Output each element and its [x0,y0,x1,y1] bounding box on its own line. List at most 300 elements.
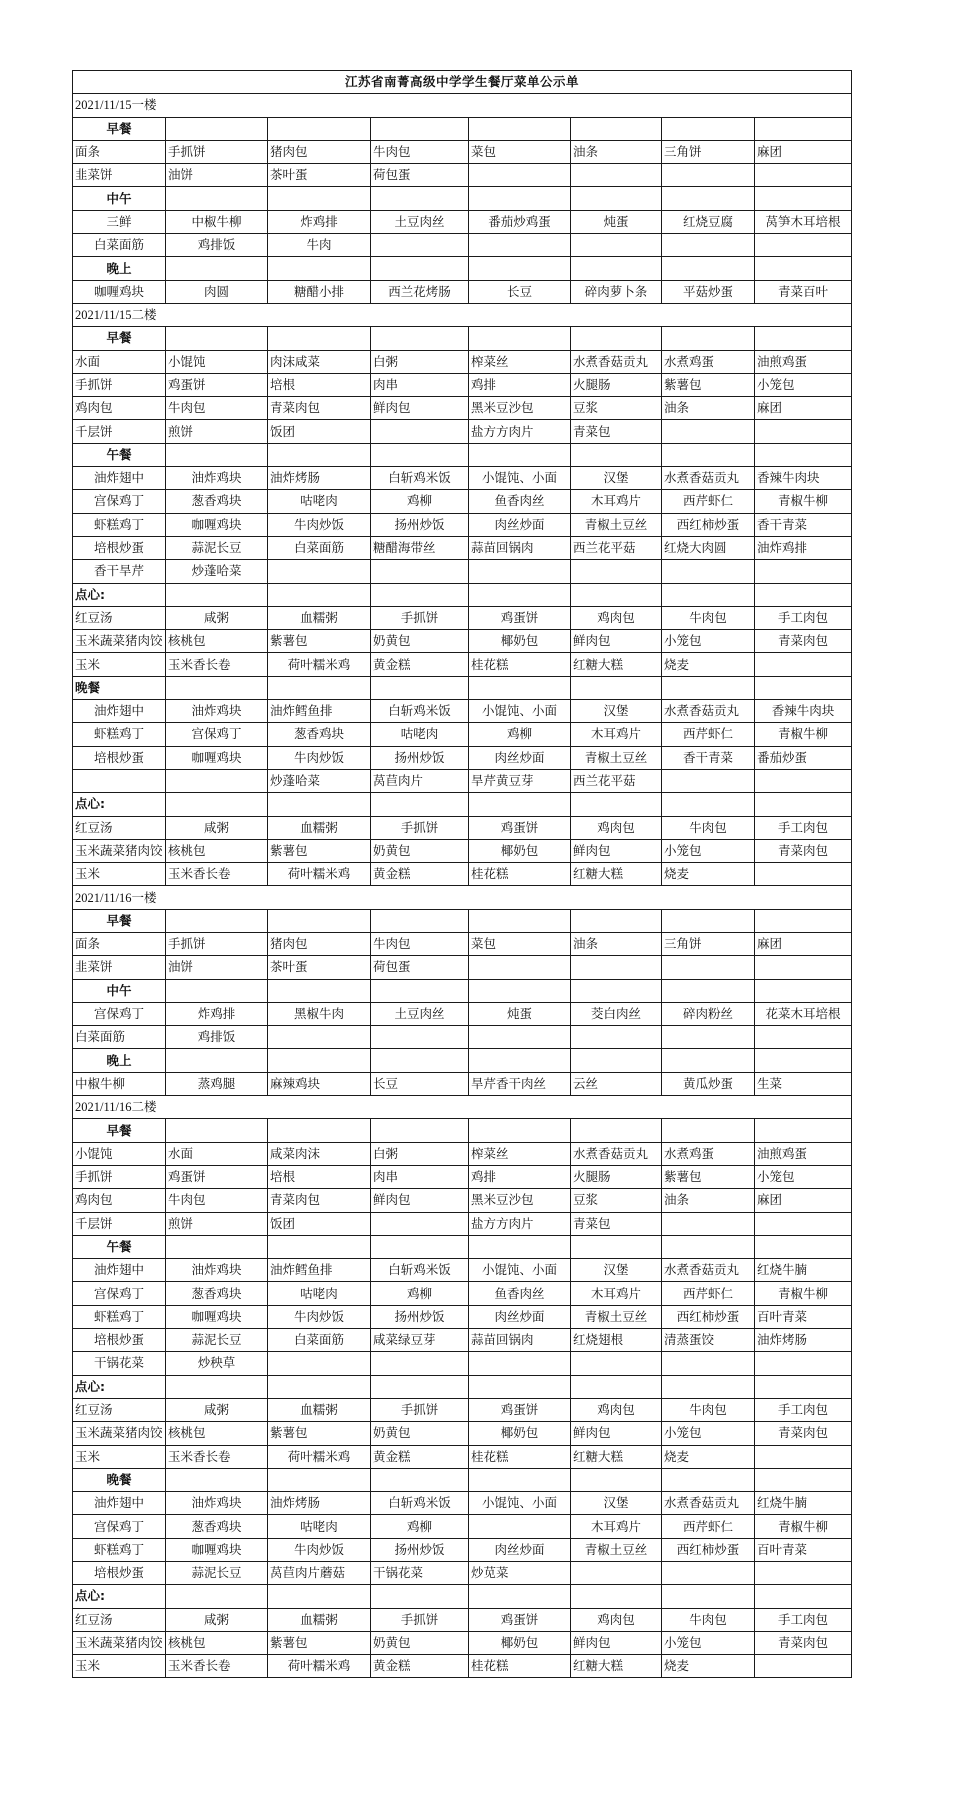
meal-label: 点心: [73,1585,166,1608]
menu-item-cell [571,420,662,443]
meal-header-row [73,979,852,1002]
menu-item-cell [469,653,571,676]
menu-item-cell [73,1515,166,1538]
menu-item-text: 手抓饼 [400,609,439,625]
menu-item-text: 手工肉包 [778,609,829,625]
menu-item-cell [571,630,662,653]
empty-cell [371,327,469,350]
menu-item-text: 烧麦 [664,866,690,882]
menu-item-text: 蒜泥长豆 [191,1332,242,1348]
menu-item-text: 血糯粥 [300,609,338,625]
empty-cell [371,1235,469,1258]
menu-item-cell [469,1538,571,1561]
menu-item-text: 小笼包 [664,1425,702,1441]
menu-item-text: 紫薯包 [664,377,702,392]
menu-item-cell [268,1631,371,1654]
menu-item-text: 水煮香菇贡丸 [573,1145,649,1161]
menu-item-text: 玉米香长卷 [168,656,231,672]
menu-items-row [73,1655,852,1678]
empty-cell [755,769,852,792]
empty-cell [371,187,469,210]
menu-item-cell [73,1259,166,1282]
empty-cell [755,1049,852,1072]
date-location-row [73,886,852,909]
menu-items-row [73,1212,852,1235]
menu-items-row [73,397,852,420]
menu-item-cell [73,467,166,490]
empty-cell [755,234,852,257]
menu-item-cell [166,210,268,233]
menu-item-cell [371,1562,469,1585]
meal-label: 午餐 [73,1235,166,1258]
menu-item-cell [469,863,571,886]
menu-item-text: 鲜肉包 [573,842,611,858]
menu-item-text: 手工肉包 [778,819,829,835]
menu-item-text: 鲜肉包 [373,1192,411,1208]
menu-items-row [73,630,852,653]
meal-label: 点心: [73,583,166,606]
menu-item-text: 咕咾肉 [300,493,338,509]
menu-item-cell [371,1072,469,1095]
menu-items-row [73,467,852,490]
menu-item-cell [166,1445,268,1468]
menu-item-text: 荷叶糯米鸡 [287,1658,351,1674]
empty-cell [571,560,662,583]
menu-items-row [73,723,852,746]
menu-item-text: 红烧豆腐 [682,213,733,229]
menu-item-cell [469,1492,571,1515]
menu-item-text: 扬州炒饭 [394,749,445,765]
menu-item-text: 鸡肉包 [597,1402,635,1418]
empty-cell [371,117,469,140]
meal-header-row [73,1049,852,1072]
menu-item-cell [469,373,571,396]
menu-item-cell [73,1492,166,1515]
empty-cell [268,117,371,140]
menu-item-cell [571,1212,662,1235]
menu-items-row [73,606,852,629]
meal-header-row [73,1468,852,1491]
menu-item-text: 小馄饨 [75,1145,113,1161]
menu-item-text: 宫保鸡丁 [191,726,242,742]
empty-cell [469,1585,571,1608]
menu-item-text: 肉丝炒面 [494,1308,545,1324]
menu-item-cell [469,1189,571,1212]
menu-item-text: 牛肉炒饭 [293,749,344,765]
menu-item-cell [662,1259,755,1282]
menu-item-text: 肉丝炒面 [494,516,545,532]
menu-item-text: 鱼香肉丝 [494,1285,545,1301]
menu-item-cell [469,1259,571,1282]
menu-item-cell [73,1631,166,1654]
menu-item-text: 鲜肉包 [573,633,611,649]
menu-item-text: 豆浆 [573,400,599,416]
meal-header-row [73,793,852,816]
menu-item-cell [571,723,662,746]
meal-header-row [73,1375,852,1398]
menu-item-text: 青菜包 [573,423,611,439]
empty-cell [571,117,662,140]
empty-cell [662,443,755,466]
empty-cell [662,164,755,187]
menu-item-cell [73,536,166,559]
menu-item-cell [371,723,469,746]
menu-item-cell [73,700,166,723]
menu-item-cell [268,1212,371,1235]
menu-item-text: 椰奶包 [500,633,539,649]
menu-item-text: 油条 [573,936,599,952]
empty-cell [166,1375,268,1398]
menu-item-cell [73,1282,166,1305]
menu-item-cell [268,1165,371,1188]
menu-item-text: 咕咾肉 [400,726,439,742]
menu-items-row [73,1398,852,1421]
empty-cell [268,1468,371,1491]
date-location-label: 2021/11/15二楼 [73,303,852,326]
menu-item-cell [371,1492,469,1515]
empty-cell [662,1468,755,1491]
menu-item-text: 荷包蛋 [373,167,411,183]
menu-item-text: 茶叶蛋 [270,167,308,183]
menu-item-text: 白斩鸡米饭 [388,1495,451,1511]
menu-item-cell [571,1422,662,1445]
menu-item-text: 血糯粥 [300,1611,338,1627]
menu-item-text: 核桃包 [168,1425,206,1441]
menu-items-row [73,1282,852,1305]
menu-items-row [73,1352,852,1375]
menu-items-row [73,746,852,769]
menu-item-cell [662,1305,755,1328]
menu-item-text: 玉米蔬菜猪肉饺 [75,1425,163,1441]
menu-item-cell [268,839,371,862]
menu-item-cell [73,1398,166,1421]
menu-item-cell [166,1002,268,1025]
menu-items-row [73,816,852,839]
menu-item-cell [166,1631,268,1654]
menu-item-text: 小笼包 [757,377,795,392]
menu-item-text: 宫保鸡丁 [93,1518,144,1534]
menu-item-text: 油炸鳕鱼排 [270,703,333,719]
menu-item-text: 麻团 [757,400,783,416]
menu-item-cell [73,606,166,629]
menu-item-text: 水煮鸡蛋 [664,1145,715,1161]
menu-item-cell [166,630,268,653]
menu-item-cell [469,1002,571,1025]
menu-item-text: 油条 [664,1192,690,1208]
menu-item-text: 番茄炒蛋 [757,749,808,765]
menu-item-cell [166,1189,268,1212]
menu-item-cell [268,1398,371,1421]
empty-cell [166,1468,268,1491]
menu-item-text: 鸡肉包 [75,1192,113,1208]
menu-item-text: 旱芹黄豆芽 [471,773,534,789]
menu-item-cell [268,769,371,792]
menu-item-cell [268,1305,371,1328]
menu-item-cell [268,490,371,513]
menu-item-cell [166,513,268,536]
menu-item-cell [166,956,268,979]
menu-item-text: 蒜泥长豆 [191,540,242,556]
menu-item-cell [755,1631,852,1654]
empty-cell [268,187,371,210]
empty-cell [371,1352,469,1375]
menu-item-text: 油煎鸡蛋 [757,353,808,369]
empty-cell [662,560,755,583]
menu-item-text: 宫保鸡丁 [93,1006,144,1022]
menu-item-cell [662,1492,755,1515]
empty-cell [755,653,852,676]
menu-item-text: 木耳鸡片 [590,1285,641,1301]
menu-item-cell [469,839,571,862]
menu-item-text: 碎肉萝卜条 [584,283,648,299]
empty-cell [469,583,571,606]
menu-item-text: 香干青菜 [757,516,808,532]
menu-item-text: 核桃包 [168,842,206,858]
menu-item-cell [166,164,268,187]
meal-label: 点心: [73,1375,166,1398]
menu-item-cell [662,1165,755,1188]
menu-items-row [73,350,852,373]
menu-item-text: 桂花糕 [471,656,509,672]
menu-items-row [73,490,852,513]
menu-item-cell [755,746,852,769]
menu-item-text: 玉米蔬菜猪肉饺 [75,633,163,649]
menu-item-text: 油炸鸡块 [191,703,242,719]
menu-item-cell [268,397,371,420]
empty-cell [662,117,755,140]
menu-item-cell [268,373,371,396]
menu-item-cell [166,1305,268,1328]
empty-cell [268,327,371,350]
menu-item-text: 蒜泥长豆 [191,1565,242,1581]
menu-item-text: 饭团 [270,423,296,439]
menu-item-cell [268,1329,371,1352]
menu-item-text: 油炸翅中 [93,1262,144,1278]
menu-item-cell [755,630,852,653]
meal-label: 中午 [73,979,166,1002]
meal-label: 早餐 [73,909,166,932]
menu-item-cell [469,700,571,723]
menu-item-text: 青椒牛柳 [778,1285,829,1301]
empty-cell [662,676,755,699]
menu-item-cell [371,350,469,373]
menu-item-text: 中椒牛柳 [75,1075,126,1091]
menu-item-text: 虾糕鸡丁 [93,516,144,532]
menu-item-cell [371,140,469,163]
menu-item-text: 葱香鸡块 [293,726,344,742]
menu-item-cell [469,420,571,443]
menu-item-text: 红糖大糕 [573,656,624,672]
menu-item-cell [571,1305,662,1328]
menu-item-text: 红烧翅根 [573,1332,624,1348]
menu-item-text: 油炸翅中 [93,1495,144,1511]
menu-item-text: 番茄炒鸡蛋 [488,213,551,229]
menu-item-text: 手抓饼 [400,819,439,835]
menu-item-cell [662,1515,755,1538]
menu-item-text: 牛肉炒饭 [293,516,344,532]
menu-item-text: 手抓饼 [75,377,113,392]
menu-item-text: 白斩鸡米饭 [388,703,451,719]
menu-item-text: 莴苣肉片蘑菇 [270,1565,346,1581]
menu-item-text: 青菜肉包 [270,1192,321,1208]
empty-cell [571,676,662,699]
menu-item-cell [268,210,371,233]
menu-item-text: 桂花糕 [471,866,509,882]
menu-item-text: 手工肉包 [778,1611,829,1627]
menu-item-cell [268,1492,371,1515]
meal-label: 晚上 [73,1049,166,1072]
menu-item-cell [571,1538,662,1561]
empty-cell [662,1585,755,1608]
empty-cell [755,443,852,466]
meal-label: 晚餐 [73,676,166,699]
menu-item-text: 扬州炒饭 [394,516,445,532]
empty-cell [371,1212,469,1235]
menu-item-cell [166,1655,268,1678]
empty-cell [662,257,755,280]
menu-item-text: 小馄饨、小面 [481,703,557,719]
empty-cell [268,1375,371,1398]
empty-cell [166,583,268,606]
menu-item-cell [662,839,755,862]
menu-item-cell [571,1282,662,1305]
empty-cell [571,234,662,257]
empty-cell [371,1049,469,1072]
menu-item-text: 青椒牛柳 [778,726,829,742]
empty-cell [166,979,268,1002]
menu-item-cell [755,280,852,303]
menu-item-cell [755,1165,852,1188]
menu-item-cell [755,1305,852,1328]
empty-cell [662,769,755,792]
empty-cell [755,1235,852,1258]
menu-item-cell [469,816,571,839]
menu-item-text: 猪肉包 [270,936,308,952]
menu-item-cell [469,513,571,536]
menu-item-cell [571,653,662,676]
empty-cell [469,956,571,979]
menu-item-cell [662,1189,755,1212]
empty-cell [469,1468,571,1491]
empty-cell [268,1119,371,1142]
menu-item-cell [755,1072,852,1095]
menu-items-row [73,1631,852,1654]
menu-item-text: 奶黄包 [373,633,411,649]
menu-item-text: 紫薯包 [270,842,308,858]
empty-cell [268,793,371,816]
empty-cell [469,1026,571,1049]
menu-item-text: 西芹虾仁 [682,493,733,509]
menu-item-cell [73,373,166,396]
empty-cell [755,1445,852,1468]
menu-item-cell [268,350,371,373]
menu-item-text: 紫薯包 [270,1635,308,1651]
menu-item-text: 奶黄包 [373,1635,411,1651]
menu-item-cell [73,513,166,536]
empty-cell [571,1562,662,1585]
menu-item-text: 青菜百叶 [778,283,829,299]
menu-item-cell [268,1655,371,1678]
menu-item-cell [755,1282,852,1305]
menu-item-text: 黄金糕 [373,656,411,672]
menu-item-cell [371,1515,469,1538]
menu-item-text: 葱香鸡块 [191,493,242,509]
menu-item-text: 莴苣肉片 [373,773,424,789]
menu-item-cell [166,723,268,746]
menu-item-text: 青菜肉包 [270,400,321,416]
menu-item-text: 鸡柳 [406,1285,432,1301]
menu-item-text: 面条 [75,144,101,160]
menu-item-cell [755,700,852,723]
empty-cell [469,257,571,280]
menu-item-text: 黄金糕 [373,1658,411,1674]
menu-item-text: 油炸鸡排 [757,540,808,556]
menu-item-cell [571,816,662,839]
empty-cell [268,583,371,606]
meal-header-row [73,583,852,606]
menu-item-cell [73,140,166,163]
menu-item-text: 蒜苗回锅肉 [471,1332,534,1348]
empty-cell [571,1119,662,1142]
menu-item-cell [371,1631,469,1654]
empty-cell [662,909,755,932]
menu-item-text: 香辣牛肉块 [757,470,820,486]
menu-item-text: 香辣牛肉块 [771,703,835,719]
menu-item-cell [571,746,662,769]
empty-cell [166,187,268,210]
menu-item-text: 玉米 [75,1448,101,1464]
menu-item-text: 扬州炒饭 [394,1308,445,1324]
menu-item-text: 椰奶包 [500,1635,539,1651]
empty-cell [662,187,755,210]
menu-item-cell [755,1259,852,1282]
menu-item-text: 水煮鸡蛋 [664,353,715,369]
menu-item-cell [371,700,469,723]
menu-item-text: 白菜面筋 [93,237,144,253]
menu-item-text: 牛肉包 [373,936,411,952]
menu-item-cell [469,490,571,513]
menu-item-cell [166,816,268,839]
menu-item-text: 炸鸡排 [197,1006,236,1022]
menu-item-text: 鸡肉包 [75,400,113,416]
meal-header-row [73,1235,852,1258]
menu-item-cell [166,1165,268,1188]
menu-item-text: 玉米香长卷 [168,1448,231,1464]
menu-item-cell [571,280,662,303]
menu-item-cell [755,1515,852,1538]
menu-item-text: 荷叶糯米鸡 [287,656,351,672]
menu-item-cell [268,700,371,723]
menu-item-text: 长豆 [373,1075,399,1091]
menu-item-text: 白粥 [373,353,399,369]
menu-item-text: 饭团 [270,1215,296,1231]
menu-item-cell [469,746,571,769]
empty-cell [166,676,268,699]
menu-item-text: 木耳鸡片 [590,1518,641,1534]
empty-cell [755,327,852,350]
menu-item-text: 麻团 [757,144,783,160]
menu-item-text: 青菜肉包 [778,633,829,649]
empty-cell [371,1026,469,1049]
empty-cell [268,560,371,583]
menu-item-text: 油炸鸡块 [191,1495,242,1511]
menu-item-cell [469,769,571,792]
menu-item-text: 咕咾肉 [300,1285,338,1301]
menu-item-text: 咸粥 [203,1402,229,1418]
menu-item-cell [662,723,755,746]
menu-item-cell [73,397,166,420]
meal-label: 晚上 [73,257,166,280]
